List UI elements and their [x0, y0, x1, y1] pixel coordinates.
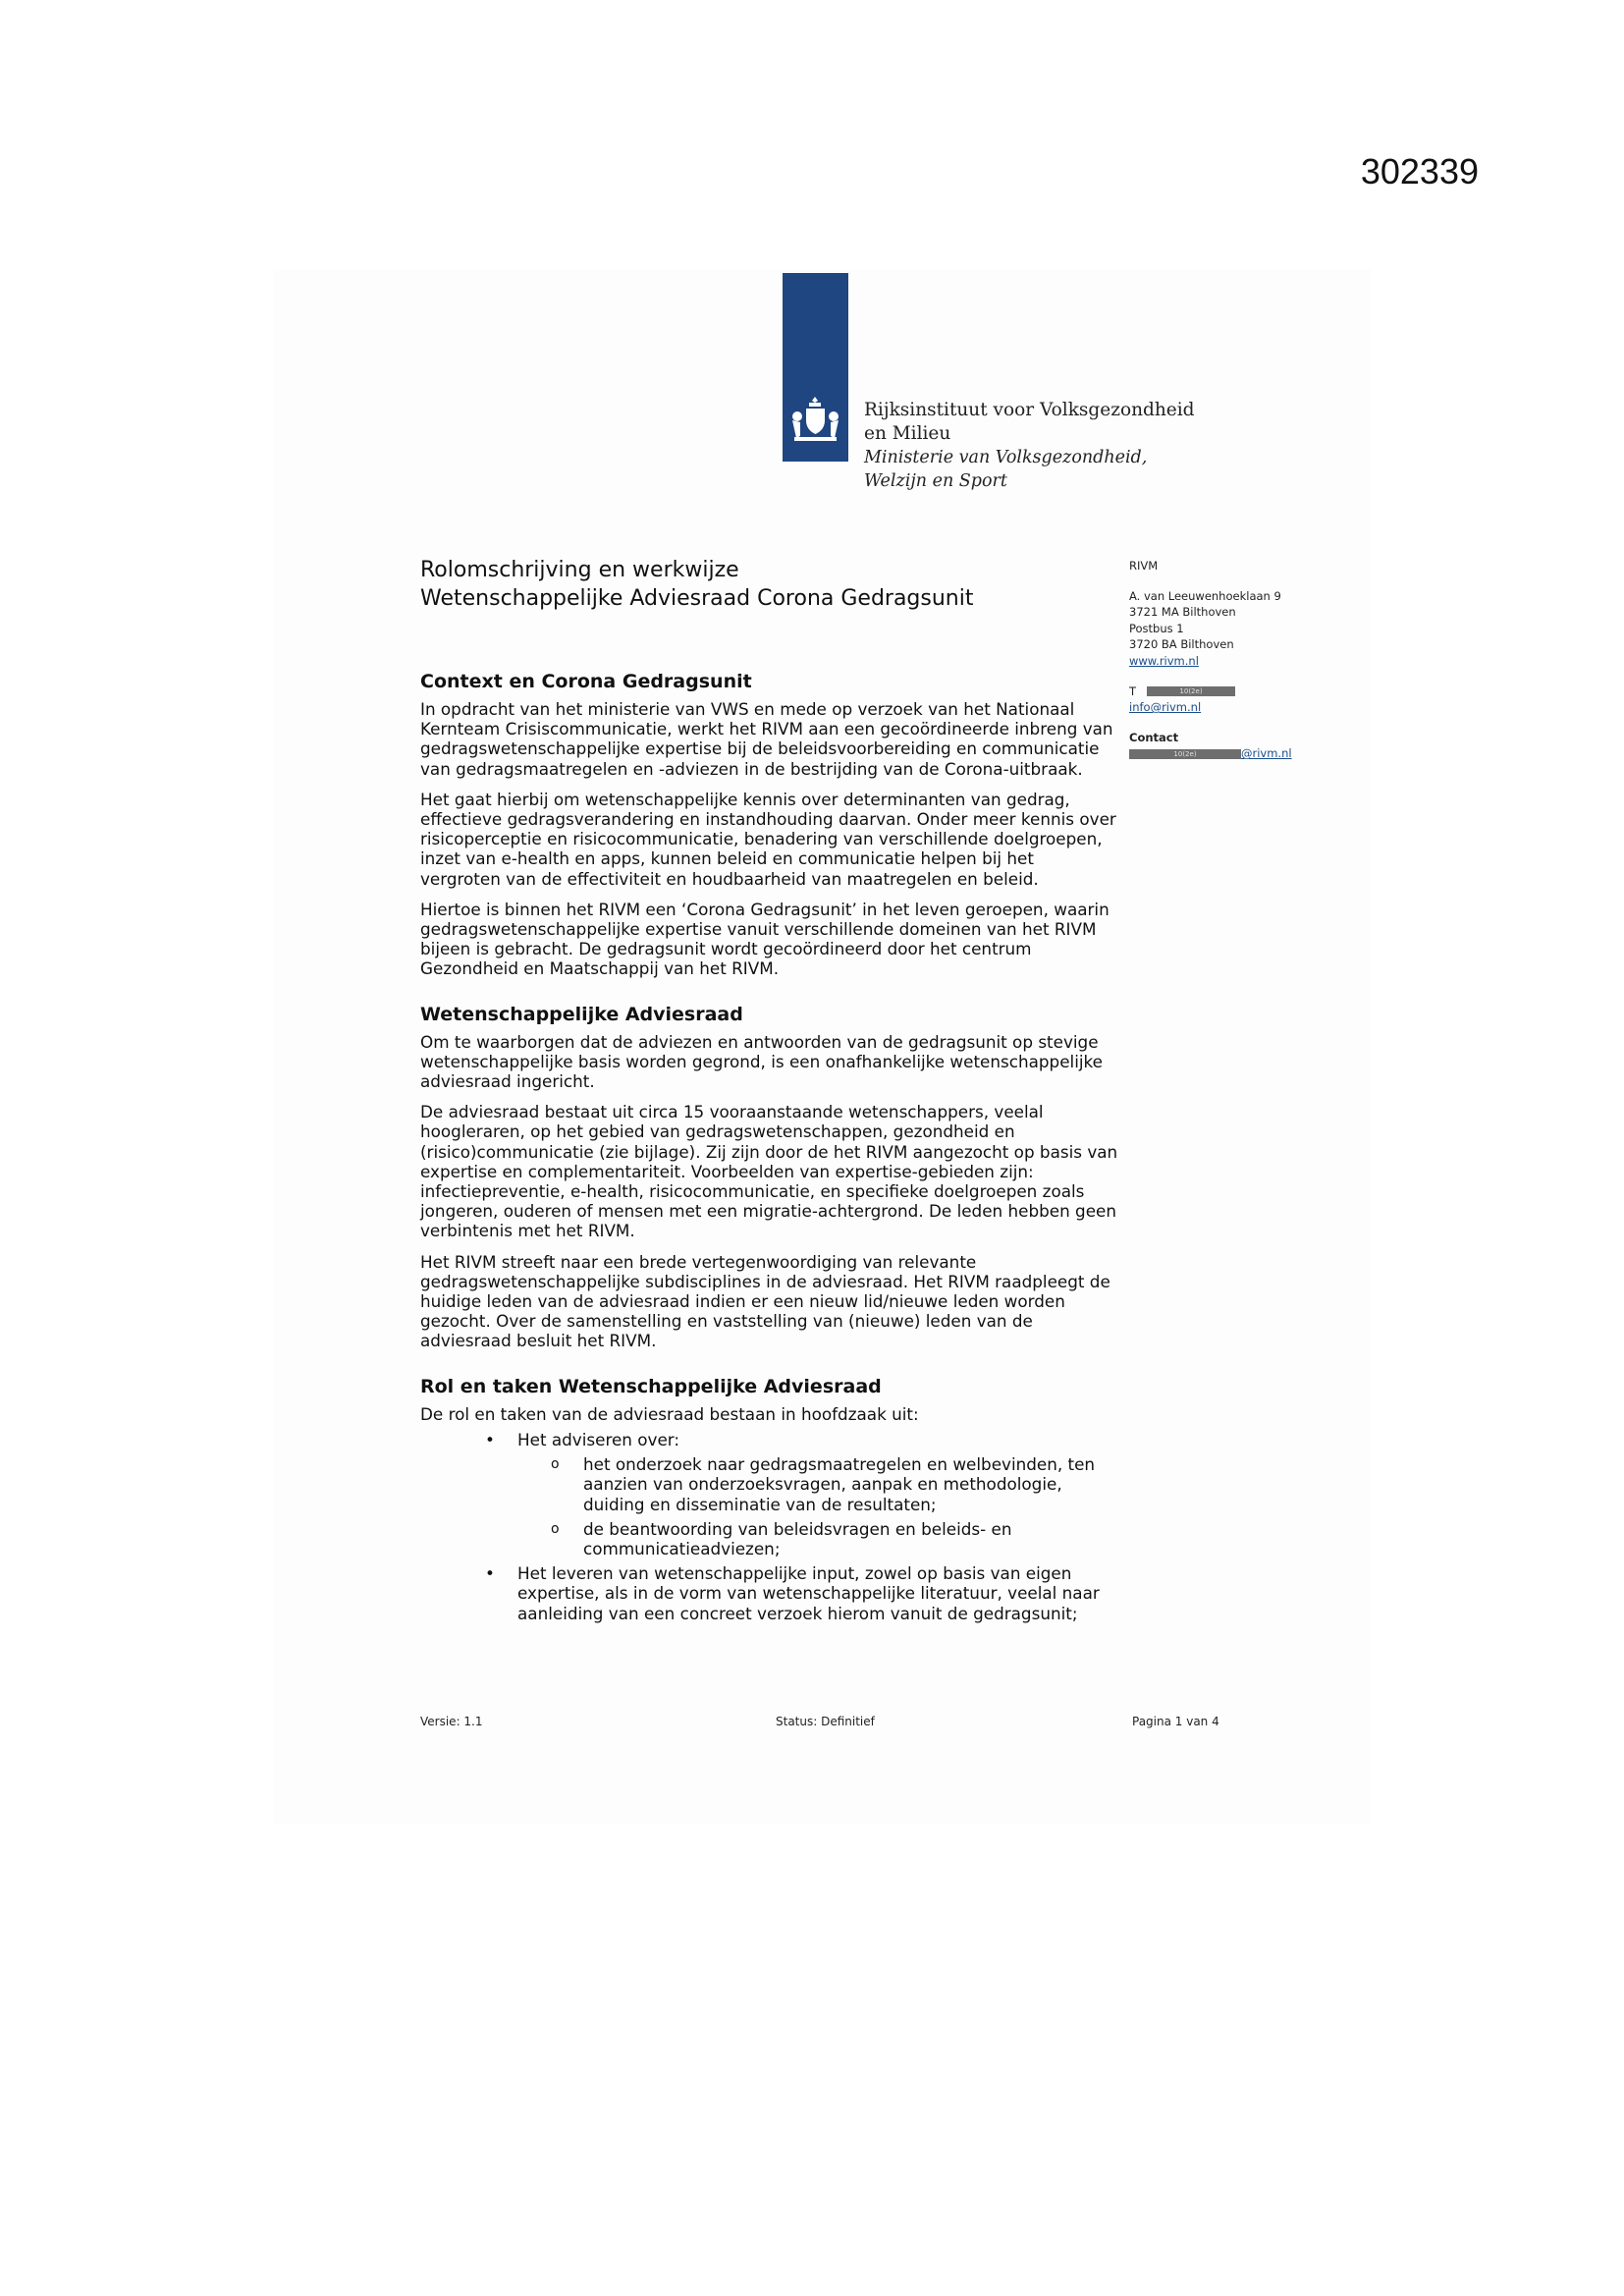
royal-crest-icon [788, 393, 842, 444]
title-line2: Wetenschappelijke Adviesraad Corona Gedragsunit [420, 586, 974, 611]
footer-status: Status: Definitief [776, 1715, 875, 1728]
list-item [420, 1563, 1119, 1623]
sub-list-item [420, 1519, 1119, 1558]
list-item-text: Het leveren van wetenschappelijke input, zowel op basis van eigen expertise, als in de vorm van wetenschappelijke literatuur, veelal naar aanleiding van een concreet verzoek hierom vanuit de gedragsunit; [517, 1563, 1100, 1623]
footer-page: Pagina 1 van 4 [1132, 1715, 1219, 1728]
paragraph: De adviesraad bestaat uit circa 15 vooraanstaande wetenschappers, veelal hoogleraren, op het gebied van gedragswetenschappen, gezondheid en (risico)communicatie (zie bijlage). Zij zijn door de het RIVM aangezocht op basis van expertise en complementariteit. Voorbeelden van expertise-gebieden zijn: infectiepreventie, e-health, risicocommunicatie, en specifieke doelgroepen zoals jongeren, ouderen of mensen met een migratie-achtergrond. De leden hebben geen verbintenis met het RIVM. [420, 1102, 1118, 1241]
section-adviesraad [420, 1003, 1119, 1351]
org-name-line1: Rijksinstituut voor Volksgezondheid [864, 400, 1195, 420]
list-item-text: Het adviseren over: [517, 1429, 680, 1449]
list-item [420, 1430, 1119, 1449]
paragraph: Hiertoe is binnen het RIVM een ‘Corona Gedragsunit’ in het leven geroepen, waarin gedragswetenschappelijke expertise vanuit verschillende domeinen van het RIVM bijeen is gebracht. De gedragsunit wordt gecoördineerd door het centrum Gezondheid en Maatschappij van het RIVM. [420, 899, 1110, 979]
section-rol-en-taken [420, 1375, 1119, 1623]
paragraph: Het gaat hierbij om wetenschappelijke kennis over determinanten van gedrag, effectieve gedragsverandering en instandhouding daarvan. Onder meer kennis over risicoperceptie en risicocommunicatie, benadering van verschillende doelgroepen, inzet van e-health en apps, kunnen beleid en communicatie helpen bij het vergroten van de effectiviteit en houdbaarheid van maatregelen en beleid. [420, 789, 1116, 889]
org-name-line2: en Milieu [864, 423, 951, 444]
circle-bullet-icon: o [551, 1520, 560, 1537]
redacted-contact: 10(2e) [1129, 749, 1241, 759]
list-item-text: de beantwoording van beleidsvragen en beleids- en communicatieadviezen; [583, 1518, 1012, 1558]
redacted-phone: 10(2e) [1147, 686, 1235, 696]
section-heading: Wetenschappelijke Adviesraad [420, 1003, 743, 1025]
document-number: 302339 [1360, 151, 1479, 191]
ministry-line2: Welzijn en Sport [864, 471, 1007, 491]
task-list [420, 1430, 1119, 1623]
sidebar-org: RIVM [1129, 559, 1159, 573]
ministry-line1: Ministerie van Volksgezondheid, [864, 448, 1148, 467]
document-title [420, 556, 973, 613]
paragraph: In opdracht van het ministerie van VWS en mede op verzoek van het Nationaal Kernteam Crisiscommunicatie, werkt het RIVM aan een gecoördineerde inbreng van gedragswetenschappelijke expertise bij de beleidsvoorbereiding en communicatie van gedragsmaatregelen en -adviezen in de bestrijding van de Corona-uitbraak. [420, 699, 1113, 779]
paragraph: De rol en taken van de adviesraad bestaan in hoofdzaak uit: [420, 1403, 919, 1424]
contact-label: Contact [1129, 730, 1179, 744]
sub-list-item [420, 1454, 1119, 1514]
footer-version: Versie: 1.1 [420, 1715, 483, 1728]
sender-sidebar [1129, 558, 1292, 762]
section-heading: Context en Corona Gedragsunit [420, 671, 752, 692]
address-line: Postbus 1 [1129, 621, 1184, 635]
phone-label: T [1129, 683, 1137, 698]
email-link[interactable]: info@rivm.nl [1129, 700, 1202, 715]
organization-name [864, 399, 1194, 493]
address-line: 3720 BA Bilthoven [1129, 637, 1234, 652]
address-line: 3721 MA Bilthoven [1129, 605, 1236, 620]
paragraph: Het RIVM streeft naar een brede vertegenwoordiging van relevante gedragswetenschappelijke subdisciplines in de adviesraad. Het RIVM raadpleegt de huidige leden van de adviesraad indien er een nieuw lid/nieuwe leden worden gezocht. Over de samenstelling en vaststelling van (nieuwe) leden van de adviesraad besluit het RIVM. [420, 1251, 1110, 1351]
section-heading: Rol en taken Wetenschappelijke Adviesraad [420, 1375, 882, 1397]
contact-email-link[interactable]: @rivm.nl [1241, 746, 1292, 761]
bullet-icon: • [485, 1563, 495, 1584]
circle-bullet-icon: o [551, 1456, 560, 1473]
document-body [420, 670, 1119, 1628]
address-line: A. van Leeuwenhoeklaan 9 [1129, 588, 1281, 603]
website-link[interactable]: www.rivm.nl [1129, 653, 1199, 668]
list-item-text: het onderzoek naar gedragsmaatregelen en welbevinden, ten aanzien van onderzoeksvragen, aanpak en methodologie, duiding en disseminatie van de resultaten; [583, 1454, 1096, 1514]
section-context [420, 670, 1119, 979]
paragraph: Om te waarborgen dat de adviezen en antwoorden van de gedragsunit op stevige wetenschappelijke basis worden gegrond, is een onafhankelijke wetenschappelijke adviesraad ingericht. [420, 1031, 1103, 1092]
title-line1: Rolomschrijving en werkwijze [420, 558, 739, 582]
bullet-icon: • [485, 1429, 495, 1449]
